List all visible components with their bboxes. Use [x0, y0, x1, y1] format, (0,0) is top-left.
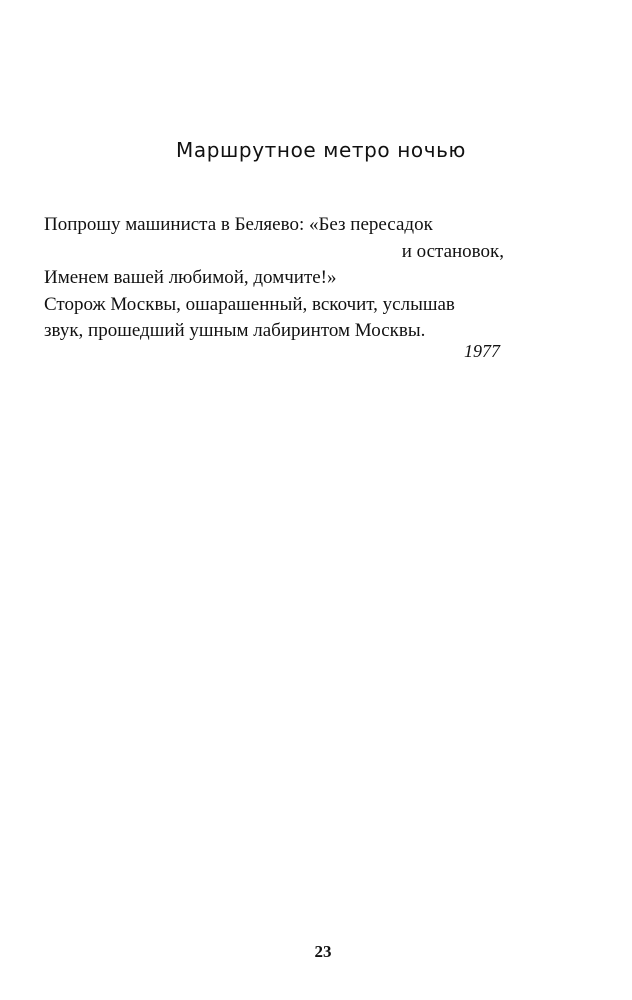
poem-line: Именем вашей любимой, домчите!» — [44, 267, 337, 288]
poem-line: Сторож Москвы, ошарашенный, вскочит, услышав — [44, 293, 455, 315]
poem-title: Маршрутное метро ночью — [176, 138, 466, 162]
poem-line: Попрошу машиниста в Беляево: «Без пересадок — [44, 214, 433, 235]
poem-line: звук, прошедший ушным лабиринтом Москвы. — [44, 320, 426, 341]
poem-date: 1977 — [464, 341, 500, 361]
poem-line-continuation: и остановок, — [401, 240, 504, 262]
page-number: 23 — [314, 942, 332, 961]
poem-body — [44, 212, 504, 345]
